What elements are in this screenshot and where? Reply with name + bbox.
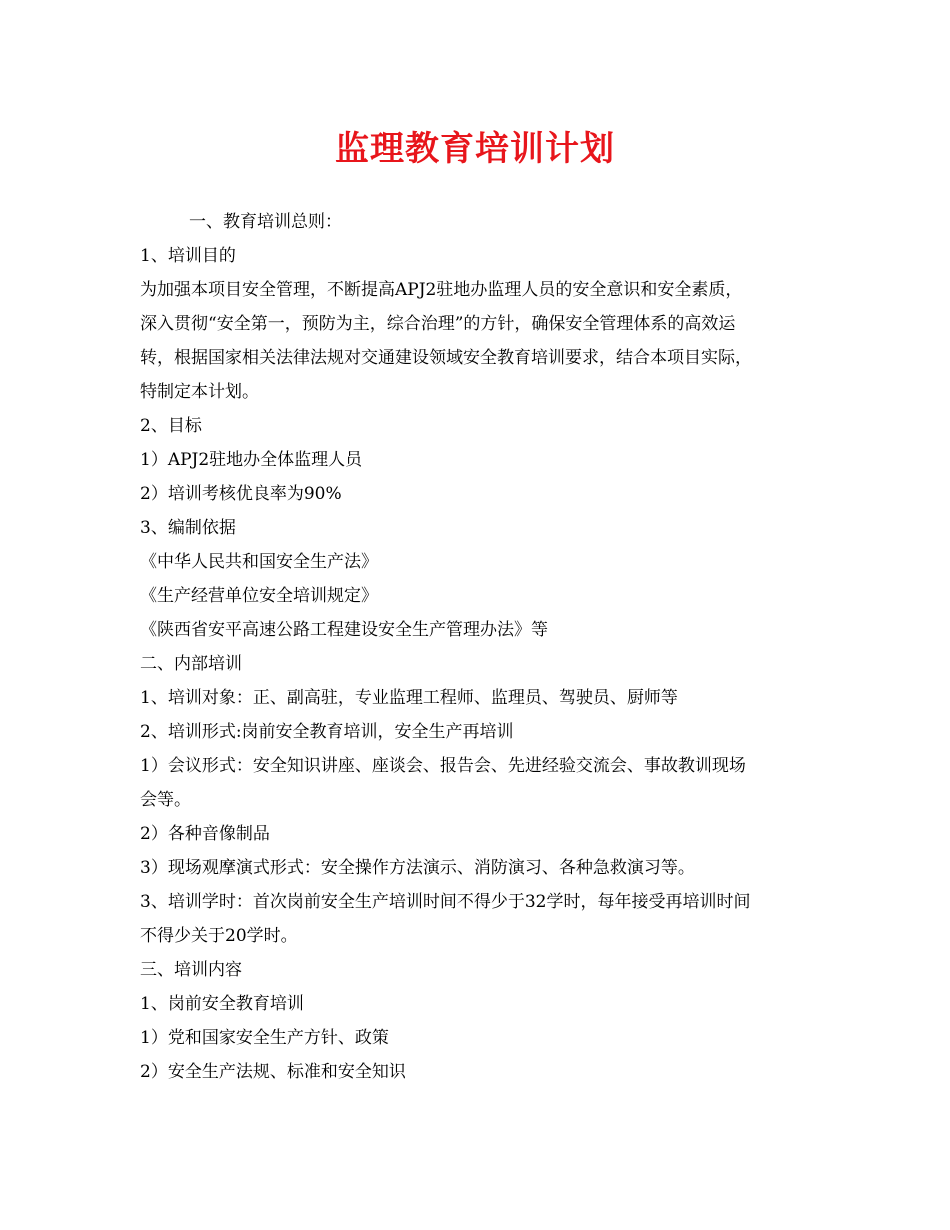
list-item-continuation: 不得少关于20学时。 <box>140 926 298 946</box>
paragraph-line: 特制定本计划。 <box>140 382 259 402</box>
list-item: 1、培训对象：正、副高驻，专业监理工程师、监理员、驾驶员、厨师等 <box>140 688 678 708</box>
paragraph-line: 转，根据国家相关法律法规对交通建设领域安全教育培训要求，结合本项目实际， <box>140 348 752 368</box>
subheading-basis: 3、编制依据 <box>140 518 236 538</box>
subheading-goals: 2、目标 <box>140 416 202 436</box>
list-item: 1）会议形式：安全知识讲座、座谈会、报告会、先进经验交流会、事故教训现场 <box>140 756 746 776</box>
list-item: 2）各种音像制品 <box>140 824 270 844</box>
document-body <box>140 205 815 1089</box>
reference-item: 《生产经营单位安全培训规定》 <box>140 586 378 606</box>
section-heading-internal-training: 二、内部培训 <box>140 654 242 674</box>
section-heading-training-content: 三、培训内容 <box>140 960 242 980</box>
list-item: 1）APJ2驻地办全体监理人员 <box>140 450 363 470</box>
document-title: 监理教育培训计划 <box>335 129 615 169</box>
paragraph-line: 为加强本项目安全管理，不断提高APJ2驻地办监理人员的安全意识和安全素质， <box>140 280 743 300</box>
list-item: 2、培训形式:岗前安全教育培训，安全生产再培训 <box>140 722 514 742</box>
list-item: 1）党和国家安全生产方针、政策 <box>140 1028 389 1048</box>
section-heading-general-principles: 一、教育培训总则： <box>189 212 342 232</box>
reference-item: 《陕西省安平高速公路工程建设安全生产管理办法》等 <box>140 620 548 640</box>
list-item: 2）培训考核优良率为90% <box>140 484 342 504</box>
list-item: 2）安全生产法规、标准和安全知识 <box>140 1062 406 1082</box>
list-item: 3、培训学时：首次岗前安全生产培训时间不得少于32学时，每年接受再培训时间 <box>140 892 751 912</box>
subheading-pre-job-training: 1、岗前安全教育培训 <box>140 994 304 1014</box>
list-item-continuation: 会等。 <box>140 790 191 810</box>
reference-item: 《中华人民共和国安全生产法》 <box>140 552 378 572</box>
subheading-training-purpose: 1、培训目的 <box>140 246 236 266</box>
paragraph-line: 深入贯彻“安全第一，预防为主，综合治理”的方针，确保安全管理体系的高效运 <box>140 314 736 334</box>
list-item: 3）现场观摩演式形式：安全操作方法演示、消防演习、各种急救演习等。 <box>140 858 695 878</box>
